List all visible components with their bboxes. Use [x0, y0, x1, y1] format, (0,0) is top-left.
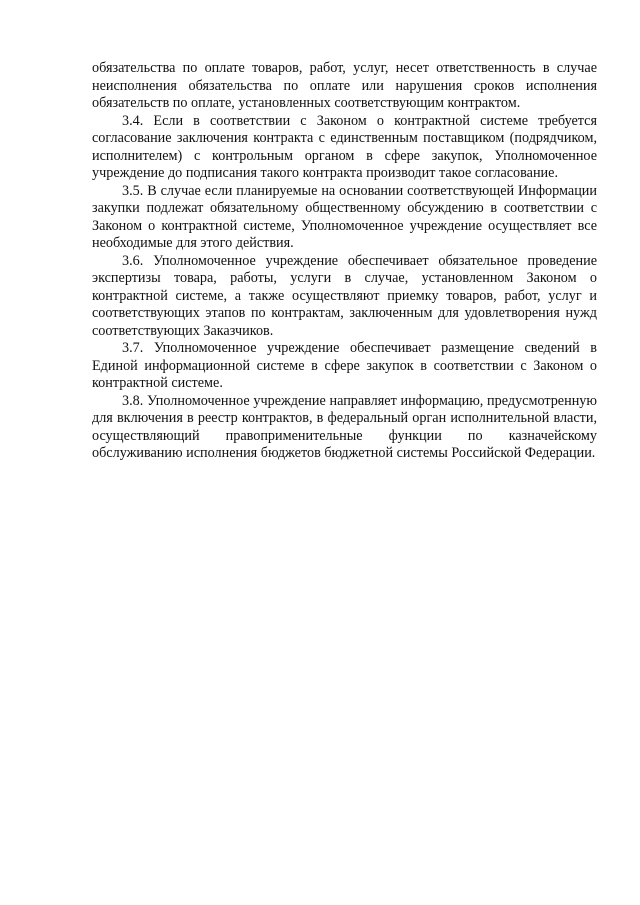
document-body — [92, 60, 597, 463]
paragraph-3-6: 3.6. Уполномоченное учреждение обеспечивает обязательное проведение экспертизы товара, работы, услуги в случае, установленном Законом о контрактной системе, а также осуществляют приемку товаров, работ, услуг и соответствующих этапов по контрактам, заключенным для удовлетворения нужд соответствующих Заказчиков. — [92, 252, 597, 339]
paragraph-3-8: 3.8. Уполномоченное учреждение направляет информацию, предусмотренную для включения в реестр контрактов, в федеральный орган исполнительной власти, осуществляющий правоприменительные функции по казначейскому обслуживанию исполнения бюджетов бюджетной системы Российской Федерации. — [92, 392, 597, 461]
paragraph-3-4: 3.4. Если в соответствии с Законом о контрактной системе требуется согласование заключения контракта с единственным поставщиком (подрядчиком, исполнителем) с контрольным органом в сфере закупок, Уполномоченное учреждение до подписания такого контракта производит такое согласование. — [92, 112, 597, 181]
paragraph-3-7: 3.7. Уполномоченное учреждение обеспечивает размещение сведений в Единой информационной системе в сфере закупок в соответствии с Законом о контрактной системе. — [92, 340, 597, 391]
paragraph-3-5: 3.5. В случае если планируемые на основании соответствующей Информации закупки подлежат обязательному общественному обсуждению в соответствии с Законом о контрактной системе, Уполномоченное учреждение осуществляет все необходимые для этого действия. — [92, 182, 597, 251]
paragraph-continuation: обязательства по оплате товаров, работ, услуг, несет ответственность в случае неисполнения обязательства по оплате или нарушения сроков исполнения обязательств по оплате, установленных соответствующим контрактом. — [92, 60, 597, 111]
